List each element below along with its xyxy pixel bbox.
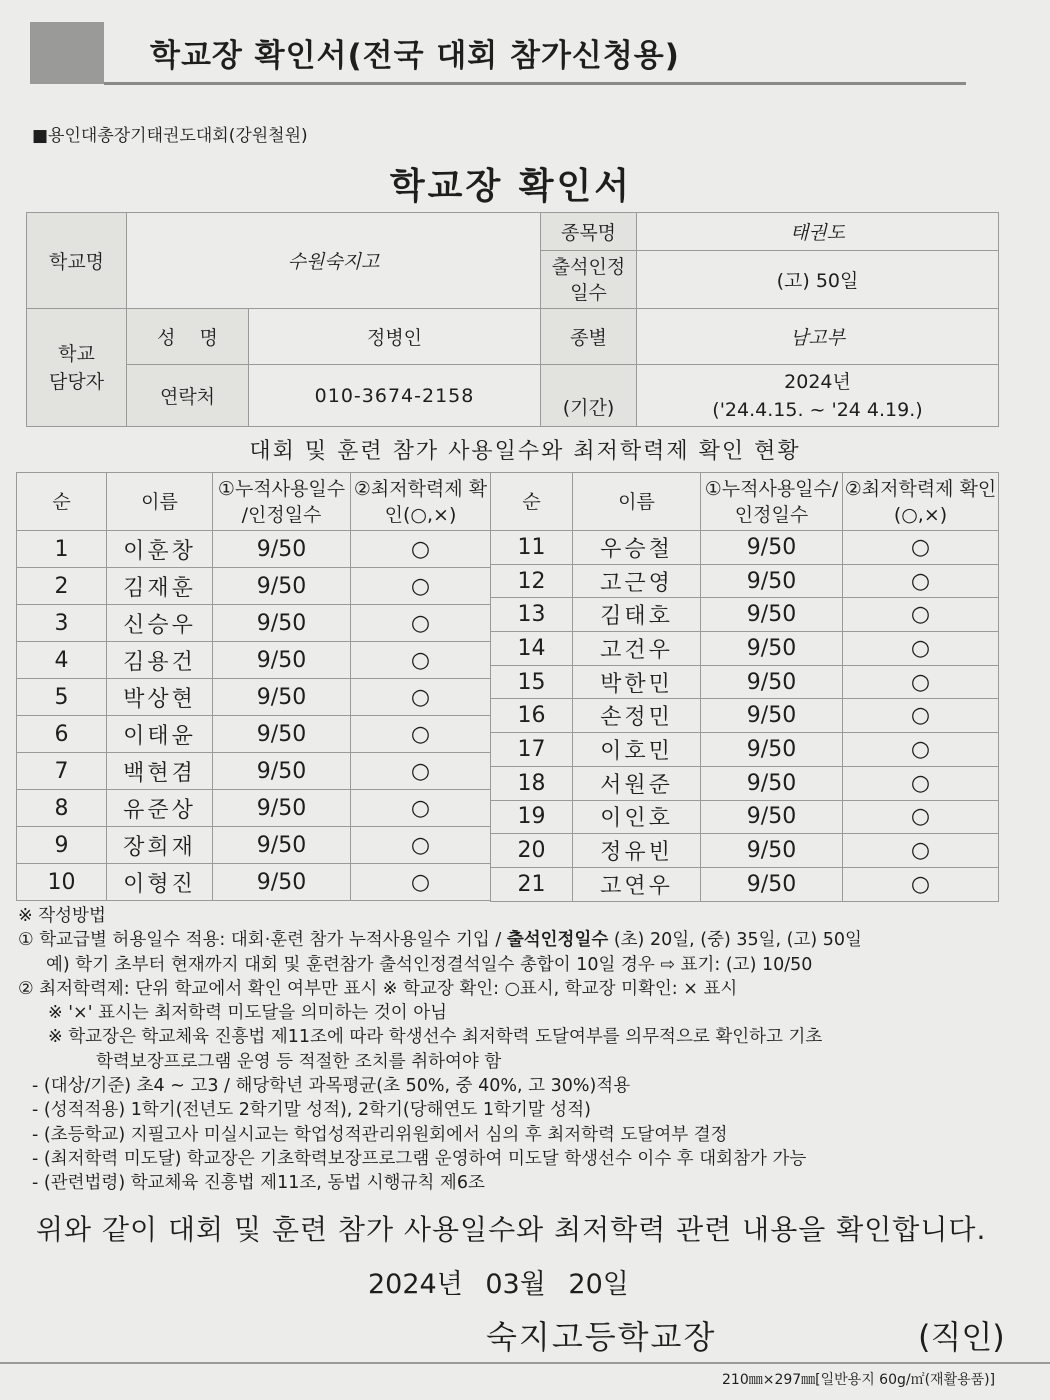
student-row	[17, 605, 491, 642]
student-days: 9/50	[701, 598, 843, 632]
student-no: 2	[17, 568, 107, 605]
note-2-a: ※ '×' 표시는 최저학력 미도달을 의미하는 것이 아님	[48, 1003, 448, 1024]
student-name: 우승철	[573, 531, 701, 565]
student-row	[491, 598, 999, 632]
student-name: 이호민	[573, 733, 701, 767]
student-list-left	[16, 472, 491, 901]
student-row	[17, 753, 491, 790]
col-no-header: 순	[491, 473, 573, 531]
event-name: ■용인대총장기태권도대회(강원철원)	[32, 126, 308, 146]
category-value: 남고부	[637, 309, 999, 365]
student-check: ○	[351, 753, 491, 790]
student-name: 장희재	[107, 827, 213, 864]
detail-3: - (초등학교) 지필고사 미실시교는 학업성적관리위원회에서 심의 후 최저학력 도달여부 결정	[32, 1124, 728, 1145]
student-no: 18	[491, 766, 573, 800]
name-label: 성 명	[127, 309, 249, 365]
student-check: ○	[351, 679, 491, 716]
student-days: 9/50	[213, 827, 351, 864]
paper-spec: 210㎜×297㎜[일반용지 60g/㎡(재활용품)]	[722, 1372, 996, 1388]
student-row	[491, 800, 999, 834]
student-name: 이형진	[107, 864, 213, 901]
student-no: 12	[491, 564, 573, 598]
period-label: (기간)	[541, 365, 637, 427]
student-no: 8	[17, 790, 107, 827]
student-days: 9/50	[213, 531, 351, 568]
student-no: 14	[491, 632, 573, 666]
period-year: 2024년	[784, 370, 851, 393]
student-no: 3	[17, 605, 107, 642]
attendance-label: 출석인정 일수	[541, 251, 637, 309]
student-row	[491, 834, 999, 868]
student-no: 4	[17, 642, 107, 679]
student-check: ○	[843, 699, 999, 733]
student-check: ○	[843, 665, 999, 699]
header-rule	[104, 82, 966, 85]
student-row	[17, 679, 491, 716]
student-check: ○	[843, 531, 999, 565]
signer: 숙지고등학교장	[486, 1318, 717, 1356]
student-days: 9/50	[213, 864, 351, 901]
header-block	[30, 22, 104, 84]
student-row	[491, 632, 999, 666]
school-info-table	[26, 212, 999, 427]
student-row	[491, 564, 999, 598]
student-row	[17, 642, 491, 679]
note-2: ② 최저학력제: 단위 학교에서 확인 여부만 표시 ※ 학교장 확인: ○표시, 학교장 미확인: × 표시	[18, 978, 738, 999]
student-row	[491, 699, 999, 733]
student-check: ○	[351, 790, 491, 827]
student-days: 9/50	[701, 800, 843, 834]
student-days: 9/50	[701, 699, 843, 733]
student-no: 10	[17, 864, 107, 901]
name-value: 정병인	[249, 309, 541, 365]
student-name: 이훈창	[107, 531, 213, 568]
student-check: ○	[843, 800, 999, 834]
student-name: 이태윤	[107, 716, 213, 753]
student-name: 손정민	[573, 699, 701, 733]
student-list-right	[490, 472, 999, 902]
student-check: ○	[351, 864, 491, 901]
student-row	[491, 766, 999, 800]
student-check: ○	[843, 564, 999, 598]
student-name: 김용건	[107, 642, 213, 679]
bottom-rule	[0, 1362, 1050, 1364]
student-row	[491, 733, 999, 767]
student-name: 김태호	[573, 598, 701, 632]
issue-date: 2024년 03월 20일	[368, 1269, 629, 1300]
header-title: 학교장 확인서(전국 대회 참가신청용)	[150, 38, 680, 74]
student-row	[17, 716, 491, 753]
detail-2: - (성적적용) 1학기(전년도 2학기말 성적), 2학기(당해연도 1학기말 성적)	[32, 1100, 591, 1121]
student-check: ○	[351, 827, 491, 864]
student-no: 19	[491, 800, 573, 834]
status-title: 대회 및 훈련 참가 사용일수와 최저학력제 확인 현황	[249, 439, 801, 464]
student-name: 고근영	[573, 564, 701, 598]
student-row	[17, 864, 491, 901]
col-name-header: 이름	[573, 473, 701, 531]
note-1-example: 예) 학기 초부터 현재까지 대회 및 훈련참가 출석인정결석일수 총합이 10일 경우 ⇨ 표기: (고) 10/50	[46, 954, 813, 975]
student-check: ○	[351, 605, 491, 642]
student-no: 9	[17, 827, 107, 864]
student-check: ○	[351, 716, 491, 753]
student-name: 신승우	[107, 605, 213, 642]
col-name-header: 이름	[107, 473, 213, 531]
notes-heading: ※ 작성방법	[18, 906, 106, 926]
student-name: 이인호	[573, 800, 701, 834]
student-check: ○	[843, 733, 999, 767]
school-label: 학교명	[27, 213, 127, 309]
student-days: 9/50	[701, 867, 843, 901]
student-name: 박상현	[107, 679, 213, 716]
student-no: 15	[491, 665, 573, 699]
student-name: 서원준	[573, 766, 701, 800]
student-row	[491, 531, 999, 565]
instructions	[18, 904, 1028, 1196]
col-no-header: 순	[17, 473, 107, 531]
student-days: 9/50	[701, 531, 843, 565]
student-days: 9/50	[213, 679, 351, 716]
student-no: 1	[17, 531, 107, 568]
student-no: 7	[17, 753, 107, 790]
doc-title: 학교장 확인서	[389, 166, 633, 207]
student-days: 9/50	[213, 642, 351, 679]
student-days: 9/50	[701, 564, 843, 598]
student-no: 5	[17, 679, 107, 716]
student-row	[491, 665, 999, 699]
student-days: 9/50	[701, 766, 843, 800]
student-days: 9/50	[701, 834, 843, 868]
contact-value: 010-3674-2158	[249, 365, 541, 427]
student-check: ○	[843, 766, 999, 800]
student-name: 정유빈	[573, 834, 701, 868]
col-check-header: ②최저학력제 확인(○,×)	[351, 473, 491, 531]
student-days: 9/50	[701, 632, 843, 666]
contact-label: 연락처	[127, 365, 249, 427]
student-days: 9/50	[213, 753, 351, 790]
note-2-b-cont: 학력보장프로그램 운영 등 적절한 조치를 취하여야 함	[96, 1051, 502, 1072]
col-check-header: ②최저학력제 확인(○,×)	[843, 473, 999, 531]
attendance-value: (고) 50일	[637, 251, 999, 309]
category-label: 종별	[541, 309, 637, 365]
col-days-header: ①누적사용일수/ 인정일수	[701, 473, 843, 531]
student-no: 21	[491, 867, 573, 901]
student-days: 9/50	[701, 665, 843, 699]
note-1: ① 학교급별 허용일수 적용: 대회·훈련 참가 누적사용일수 기입 / 출석인정일수 (초) 20일, (중) 35일, (고) 50일	[18, 930, 862, 951]
note-2-b: ※ 학교장은 학교체육 진흥법 제11조에 따라 학생선수 최저학력 도달여부를 의무적으로 확인하고 기초	[48, 1027, 823, 1048]
student-check: ○	[843, 598, 999, 632]
student-no: 17	[491, 733, 573, 767]
student-name: 박한민	[573, 665, 701, 699]
school-value: 수원숙지고	[127, 213, 541, 309]
student-check: ○	[351, 531, 491, 568]
student-name: 백현겸	[107, 753, 213, 790]
confirm-text: 위와 같이 대회 및 훈련 참가 사용일수와 최저학력 관련 내용을 확인합니다.	[36, 1213, 987, 1246]
period-range: ('24.4.15. ~ '24 4.19.)	[712, 398, 923, 421]
student-days: 9/50	[213, 568, 351, 605]
sport-value: 태권도	[637, 213, 999, 251]
detail-4: - (최저학력 미도달) 학교장은 기초학력보장프로그램 운영하여 미도달 학생선수 이수 후 대회참가 가능	[32, 1148, 807, 1169]
student-name: 유준상	[107, 790, 213, 827]
student-days: 9/50	[213, 790, 351, 827]
student-check: ○	[843, 867, 999, 901]
detail-5: - (관련법령) 학교체육 진흥법 제11조, 동법 시행규칙 제6조	[32, 1173, 485, 1194]
student-check: ○	[351, 568, 491, 605]
student-row	[17, 790, 491, 827]
manager-label: 학교 담당자	[27, 309, 127, 427]
seal: (직인)	[918, 1318, 1005, 1356]
student-days: 9/50	[701, 733, 843, 767]
student-name: 김재훈	[107, 568, 213, 605]
student-check: ○	[843, 632, 999, 666]
student-no: 13	[491, 598, 573, 632]
student-name: 고연우	[573, 867, 701, 901]
student-row	[17, 827, 491, 864]
student-name: 고건우	[573, 632, 701, 666]
student-days: 9/50	[213, 605, 351, 642]
student-check: ○	[351, 642, 491, 679]
col-days-header: ①누적사용일수 /인정일수	[213, 473, 351, 531]
sport-label: 종목명	[541, 213, 637, 251]
student-no: 6	[17, 716, 107, 753]
student-no: 11	[491, 531, 573, 565]
detail-1: - (대상/기준) 초4 ~ 고3 / 해당학년 과목평균(초 50%, 중 40%, 고 30%)적용	[32, 1076, 631, 1097]
student-no: 20	[491, 834, 573, 868]
student-row	[17, 531, 491, 568]
student-check: ○	[843, 834, 999, 868]
student-days: 9/50	[213, 716, 351, 753]
student-row	[491, 867, 999, 901]
student-row	[17, 568, 491, 605]
student-no: 16	[491, 699, 573, 733]
